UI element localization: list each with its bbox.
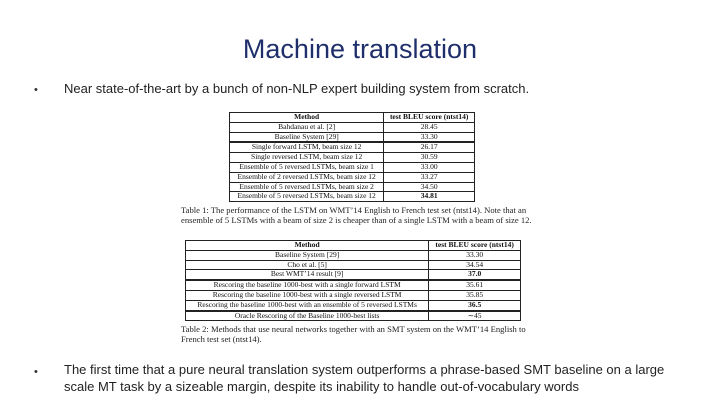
table1-header-method: Method — [230, 113, 384, 123]
table-row — [186, 250, 521, 260]
slide-title: Machine translation — [242, 34, 478, 64]
table1-header-score: test BLEU score (ntst14) — [384, 113, 475, 123]
score-cell: 35.85 — [429, 290, 521, 300]
method-cell: Ensemble of 5 reversed LSTMs, beam size 12 — [230, 192, 384, 202]
table-row — [230, 153, 475, 163]
score-cell: 33.27 — [384, 172, 475, 182]
score-cell: 33.30 — [429, 250, 521, 260]
score-cell: 37.0 — [429, 270, 521, 280]
bullet-text-1: Near state-of-the-art by a bunch of non-NLP expert building system from scratch. — [64, 81, 530, 96]
table-row — [230, 172, 475, 182]
table-row — [230, 142, 475, 152]
method-cell: Rescoring the baseline 1000-best with a single forward LSTM — [186, 280, 429, 290]
table-row — [186, 311, 521, 321]
score-cell: 30.59 — [384, 153, 475, 163]
method-cell: Rescoring the baseline 1000-best with a single reversed LSTM — [186, 290, 429, 300]
results-table-2 — [185, 240, 521, 321]
method-cell: Ensemble of 5 reversed LSTMs, beam size 1 — [230, 162, 384, 172]
method-cell: Oracle Rescoring of the Baseline 1000-best lists — [186, 311, 429, 321]
table-row — [230, 162, 475, 172]
score-cell: ∼45 — [429, 311, 521, 321]
score-cell: 33.00 — [384, 162, 475, 172]
table-row — [186, 280, 521, 290]
table-row — [186, 290, 521, 300]
method-cell: Single forward LSTM, beam size 12 — [230, 142, 384, 152]
score-cell: 34.50 — [384, 182, 475, 192]
method-cell: Single reversed LSTM, beam size 12 — [230, 153, 384, 163]
table-row — [186, 300, 521, 310]
method-cell: Baseline System [29] — [186, 250, 429, 260]
method-cell: Cho et al. [5] — [186, 260, 429, 270]
score-cell: 34.54 — [429, 260, 521, 270]
method-cell: Rescoring the baseline 1000-best with an ensemble of 5 reversed LSTMs — [186, 300, 429, 310]
table-row — [230, 122, 475, 132]
score-cell: 26.17 — [384, 142, 475, 152]
method-cell: Best WMT’14 result [9] — [186, 270, 429, 280]
bullet-marker-1: • — [34, 84, 38, 96]
method-cell: Ensemble of 5 reversed LSTMs, beam size 2 — [230, 182, 384, 192]
table-row — [230, 192, 475, 202]
results-table-1 — [229, 112, 475, 202]
bullet-marker-2: • — [34, 366, 38, 378]
table2-caption: Table 2: Methods that use neural networks together with an SMT system on the WMT’14 English to French test set (ntst14). — [181, 324, 526, 345]
method-cell: Bahdanau et al. [2] — [230, 122, 384, 132]
method-cell: Ensemble of 2 reversed LSTMs, beam size 12 — [230, 172, 384, 182]
score-cell: 35.61 — [429, 280, 521, 290]
table2-header-score: test BLEU score (ntst14) — [429, 241, 521, 251]
score-cell: 34.81 — [384, 192, 475, 202]
score-cell: 33.30 — [384, 132, 475, 142]
method-cell: Baseline System [29] — [230, 132, 384, 142]
score-cell: 28.45 — [384, 122, 475, 132]
table1-caption: Table 1: The performance of the LSTM on WMT’14 English to French test set (ntst14). Note that an ensemble of 5 LSTMs with a beam of size 2 is cheaper than of a single LSTM with a beam of size 12. — [181, 205, 532, 226]
bullet-text-2: The first time that a pure neural translation system outperforms a phrase-based SMT baseline on a large scale MT task by a sizeable margin, despite its inability to handle out-of-vocabulary words — [64, 362, 665, 394]
table2-header-method: Method — [186, 241, 429, 251]
table-row — [230, 132, 475, 142]
score-cell: 36.5 — [429, 300, 521, 310]
table-row — [186, 270, 521, 280]
